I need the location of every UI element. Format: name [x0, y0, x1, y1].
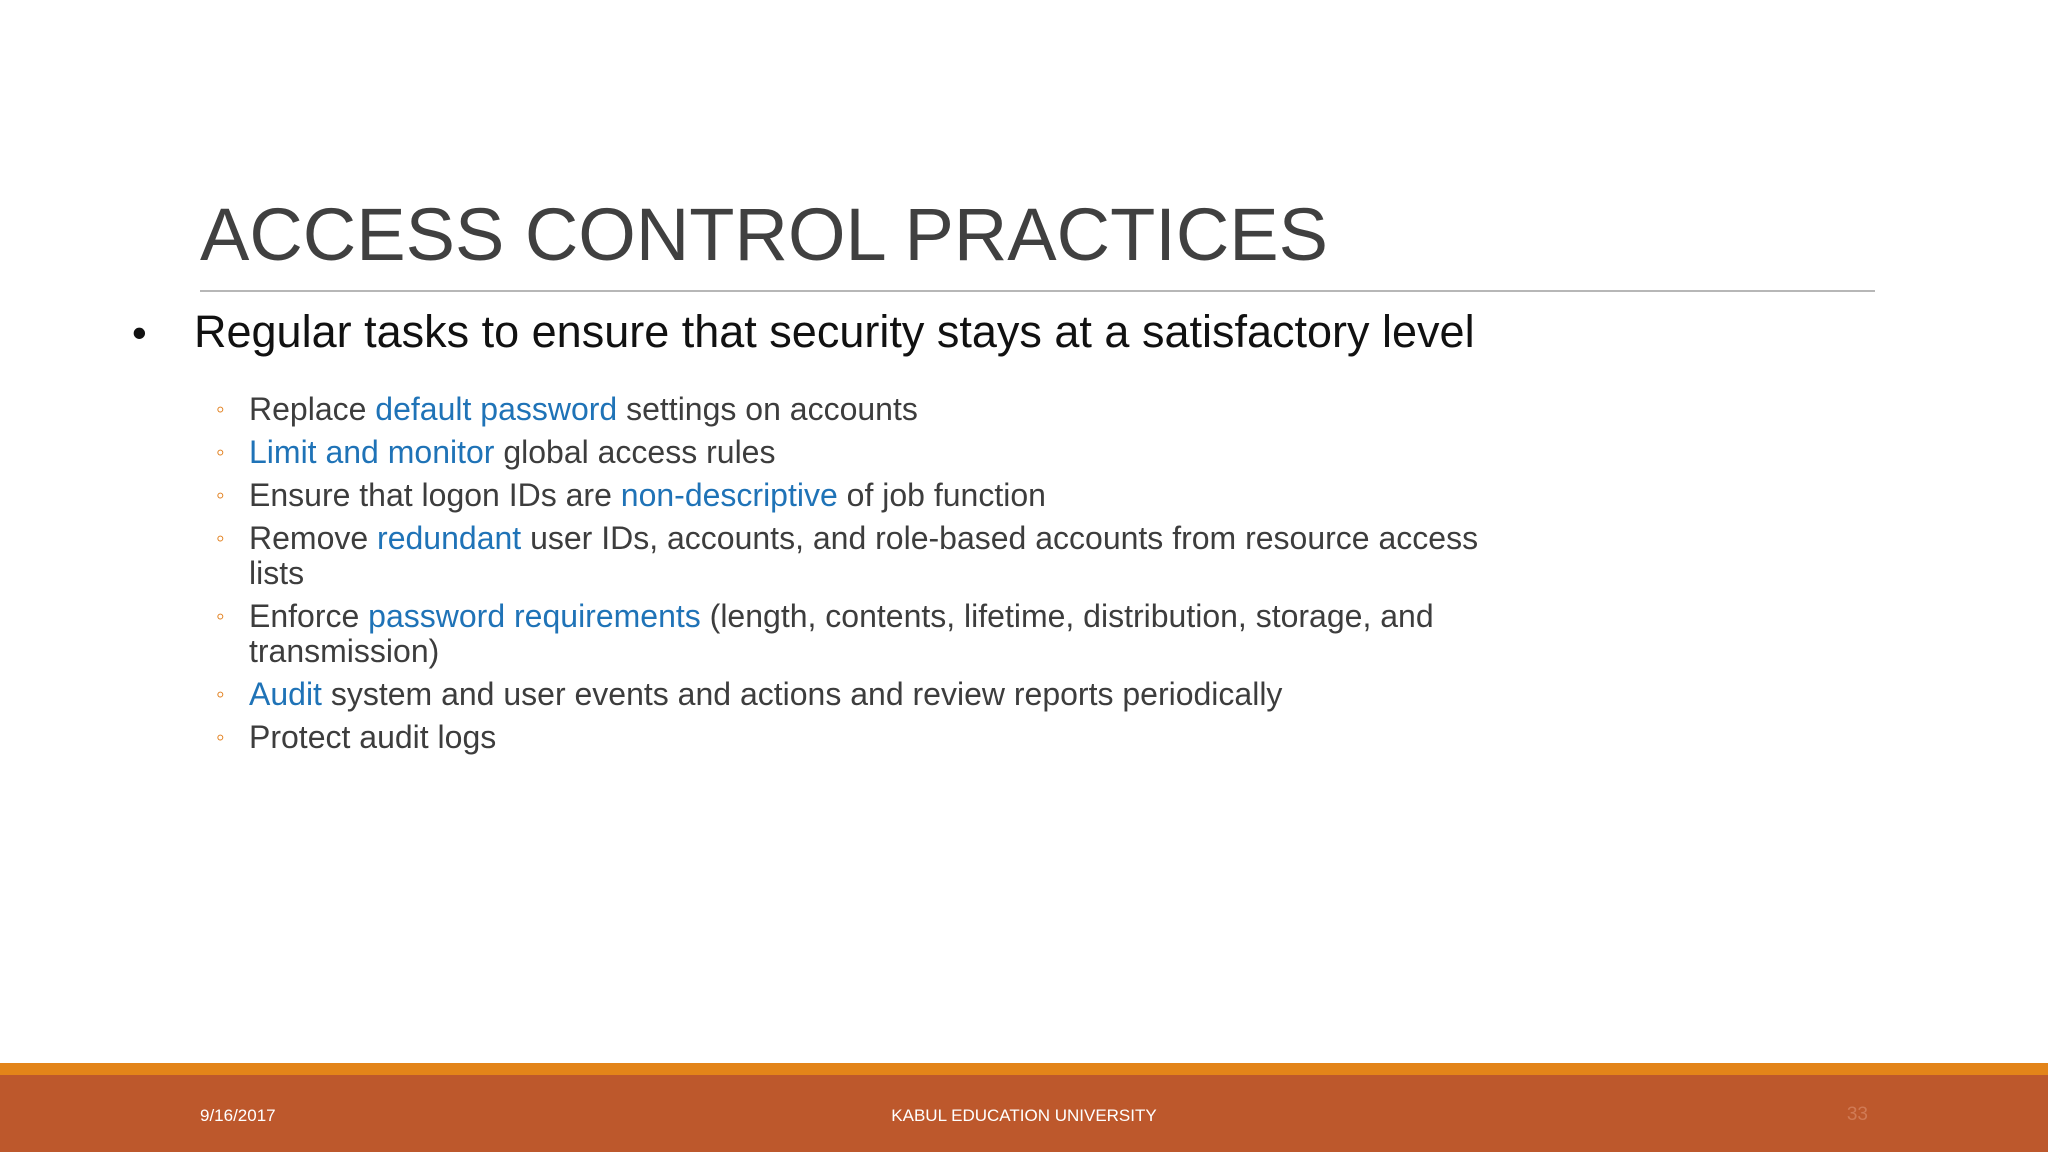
- sub-bullet-icon: ◦: [216, 724, 225, 751]
- sub-bullet-icon: ◦: [216, 482, 225, 509]
- item-text: of job function: [837, 477, 1046, 513]
- item-text: user IDs, accounts, and role-based accounts from resource access lists: [249, 520, 1479, 591]
- sub-bullet-icon: ◦: [216, 681, 225, 708]
- slide-number: 33: [1846, 1104, 1868, 1125]
- list-item: [216, 478, 1526, 513]
- item-text: settings on accounts: [617, 391, 918, 427]
- main-bullet: [132, 302, 1475, 363]
- item-text: system and user events and actions and review reports periodically: [321, 676, 1283, 712]
- main-bullet-dot: •: [132, 309, 147, 356]
- item-text: Remove: [249, 520, 378, 556]
- sub-bullet-icon: ◦: [216, 603, 225, 630]
- item-text: Ensure that logon IDs are: [249, 477, 621, 513]
- slide-title: ACCESS CONTROL PRACTICES: [200, 193, 1328, 276]
- item-highlight: non-descriptive: [620, 477, 838, 513]
- list-item: [216, 677, 1526, 712]
- item-text: Replace: [249, 391, 376, 427]
- item-highlight: password requirements: [368, 598, 701, 634]
- list-item: [216, 720, 1526, 755]
- item-text: (length, contents, lifetime, distribution, storage, and transmission): [249, 598, 1434, 669]
- title-divider: [200, 290, 1875, 292]
- item-text: Enforce: [249, 598, 369, 634]
- sub-bullet-list: [216, 392, 1526, 763]
- list-item: [216, 435, 1526, 470]
- sub-bullet-icon: ◦: [216, 396, 225, 423]
- list-item: [216, 392, 1526, 427]
- item-highlight: Limit and monitor: [249, 434, 495, 470]
- footer-accent-stripe: [0, 1063, 2048, 1075]
- list-item: [216, 521, 1526, 591]
- footer-date: 9/16/2017: [200, 1106, 276, 1125]
- item-text: global access rules: [494, 434, 776, 470]
- sub-bullet-icon: ◦: [216, 439, 225, 466]
- footer-organization: KABUL EDUCATION UNIVERSITY: [891, 1106, 1157, 1125]
- item-highlight: default password: [375, 391, 618, 427]
- item-highlight: redundant: [377, 520, 522, 556]
- main-bullet-text: Regular tasks to ensure that security stays at a satisfactory level: [194, 306, 1475, 357]
- item-highlight: Audit: [249, 676, 322, 712]
- item-text: Protect audit logs: [249, 719, 497, 755]
- sub-bullet-icon: ◦: [216, 525, 225, 552]
- list-item: [216, 599, 1526, 669]
